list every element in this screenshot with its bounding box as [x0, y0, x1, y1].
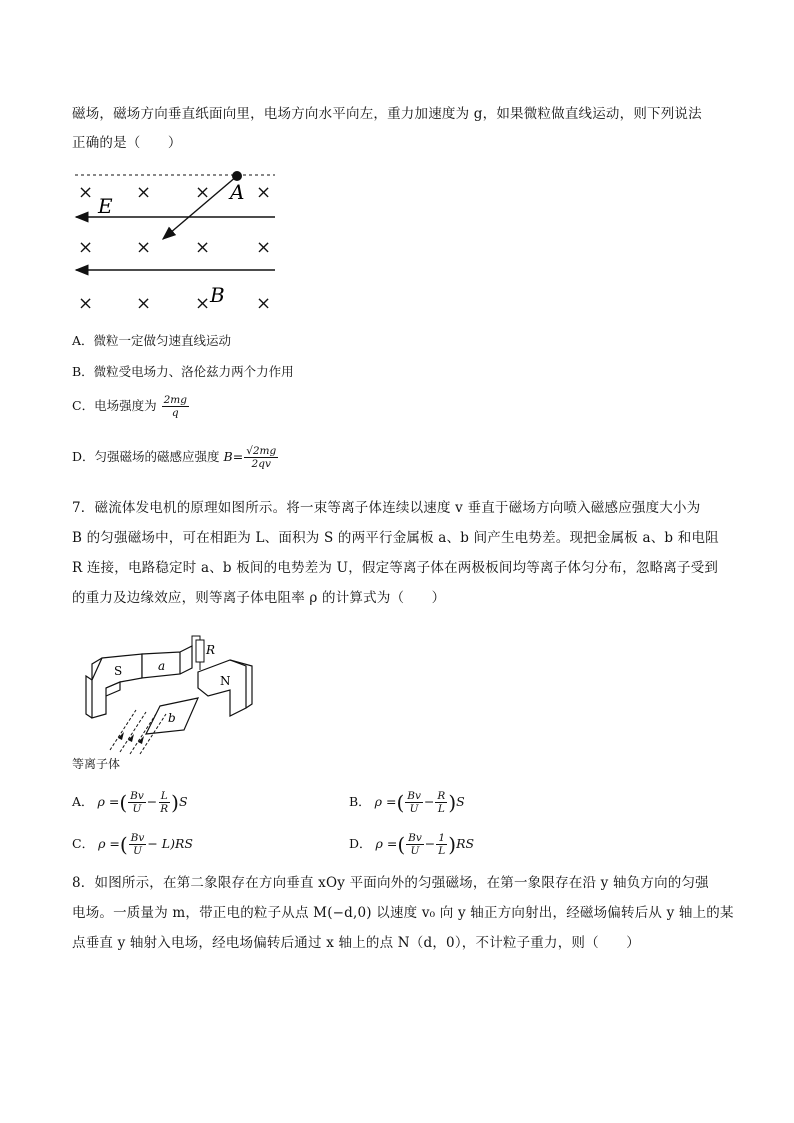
- q6-option-d-b: B=: [223, 449, 244, 464]
- frac-denominator: q: [171, 407, 179, 419]
- cross-icon: ×: [78, 237, 94, 258]
- cross-icon: ×: [136, 293, 152, 314]
- frac-numerator: 1: [438, 832, 446, 844]
- label-E: E: [98, 194, 113, 218]
- q6-option-d: [72, 445, 279, 470]
- q6-option-c: [72, 394, 190, 419]
- rho: ρ =: [97, 794, 120, 809]
- q7-option-b: B． ρ =( $\frac{Bv}{U}$ − $\frac{R}{L}$ )S: [349, 790, 465, 815]
- frac-numerator: 2mg: [163, 394, 187, 406]
- label-b: b: [168, 711, 176, 725]
- option-tail: RS: [456, 836, 475, 851]
- q6-option-a: A．微粒一定做匀速直线运动: [72, 333, 232, 348]
- option-label: C．: [72, 836, 95, 851]
- cross-icon: ×: [195, 237, 211, 258]
- q7-text-line-3: R 连接，电路稳定时 a、b 板间的电势差为 U，假定等离子体在两极板间均等离子体匀分布，忽略离子受到: [72, 560, 719, 576]
- label-A: A: [230, 180, 245, 204]
- frac-numerator: Bv: [408, 832, 422, 844]
- frac-numerator: Bv: [130, 832, 145, 844]
- q7-text-line-4: 的重力及边缘效应，则等离子体电阻率 ρ 的计算式为（ ）: [72, 590, 446, 606]
- rho: ρ =: [98, 836, 120, 851]
- frac-denominator: L: [438, 845, 446, 857]
- q6-option-d-fraction: [244, 445, 278, 470]
- cross-icon: ×: [195, 182, 211, 203]
- frac-numerator: R: [437, 790, 446, 802]
- magnet-n: [198, 660, 252, 716]
- option-label: B．: [349, 794, 371, 809]
- label-R: R: [206, 643, 216, 657]
- frac-denominator: U: [410, 845, 420, 857]
- q7-option-c: C． ρ =( $\frac{Bv}{U}$ − L)RS: [72, 832, 193, 857]
- resistor: [196, 640, 204, 662]
- label-S: S: [114, 664, 123, 678]
- cross-icon: ×: [195, 293, 211, 314]
- frac-numerator: Bv: [130, 790, 144, 802]
- frac-denominator: U: [409, 803, 419, 815]
- q6-option-c-fraction: [162, 394, 189, 419]
- q6-option-b: B．微粒受电场力、洛伦兹力两个力作用: [72, 364, 294, 379]
- q7-option-a: A． ρ =( $\frac{Bv}{U}$ − $\frac{L}{R}$ )S: [72, 790, 188, 815]
- option-tail: RS: [174, 836, 193, 851]
- q8-text-line-3: 点垂直 y 轴射入电场，经电场偏转后通过 x 轴上的点 N（d，0），不计粒子重力，则（ ）: [72, 935, 640, 951]
- q6-option-c-prefix: C．电场强度为: [72, 398, 157, 413]
- option-label: D．: [349, 836, 372, 851]
- cross-icon: ×: [256, 237, 272, 258]
- cross-icon: ×: [136, 182, 152, 203]
- frac-denominator: 2qv: [251, 458, 271, 470]
- rho: ρ =: [374, 794, 397, 809]
- cross-icon: ×: [78, 293, 94, 314]
- option-label: A．: [72, 794, 94, 809]
- q6-option-d-prefix: D．匀强磁场的磁感应强度: [72, 449, 220, 464]
- q6-field-figure: [70, 165, 285, 315]
- frac-numerator: L: [160, 790, 168, 802]
- q7-figure-caption: 等离子体: [72, 757, 121, 771]
- frac-denominator: R: [160, 803, 169, 815]
- frac-numerator: √2mg: [246, 445, 277, 457]
- frac-denominator: U: [133, 845, 142, 857]
- q8-text-line-1: 8．如图所示，在第二象限存在方向垂直 xOy 平面向外的匀强磁场，在第一象限存在沿 y 轴负方向的匀强: [72, 875, 709, 891]
- cross-icon: ×: [136, 237, 152, 258]
- q7-text-line-2: B 的匀强磁场中，可在相距为 L、面积为 S 的两平行金属板 a、b 间产生电势差。现把金属板 a、b 和电阻: [72, 530, 719, 546]
- q6-text-line-2: 正确的是（ ）: [72, 135, 182, 151]
- q7-mhd-generator-figure: [80, 630, 260, 755]
- frac-denominator: U: [132, 803, 142, 815]
- label-B: B: [210, 283, 225, 307]
- rho: ρ =: [375, 836, 398, 851]
- frac-denominator: L: [437, 803, 445, 815]
- option-mid: − L): [147, 836, 175, 851]
- frac-numerator: Bv: [407, 790, 421, 802]
- option-tail: S: [178, 794, 188, 809]
- plate-a: [142, 646, 192, 678]
- cross-icon: ×: [256, 293, 272, 314]
- cross-icon: ×: [256, 182, 272, 203]
- q7-option-d: D． ρ =( $\frac{Bv}{U}$ − $\frac{1}{L}$ )RS: [349, 832, 475, 857]
- cross-icon: ×: [78, 182, 94, 203]
- q7-text-line-1: 7．磁流体发电机的原理如图所示。将一束等离子体连续以速度 v 垂直于磁场方向喷入磁感应强度大小为: [72, 500, 701, 516]
- label-a: a: [158, 659, 166, 673]
- option-tail: S: [456, 794, 465, 809]
- label-N: N: [220, 674, 231, 688]
- q6-text-line-1: 磁场，磁场方向垂直纸面向里，电场方向水平向左，重力加速度为 g，如果微粒做直线运动，则下列说法: [72, 106, 702, 122]
- q8-text-line-2: 电场。一质量为 m，带正电的粒子从点 M(−d,0) 以速度 v₀ 向 y 轴正方向射出，经磁场偏转后从 y 轴上的某: [72, 905, 734, 921]
- plasma-arrowheads: [118, 732, 144, 744]
